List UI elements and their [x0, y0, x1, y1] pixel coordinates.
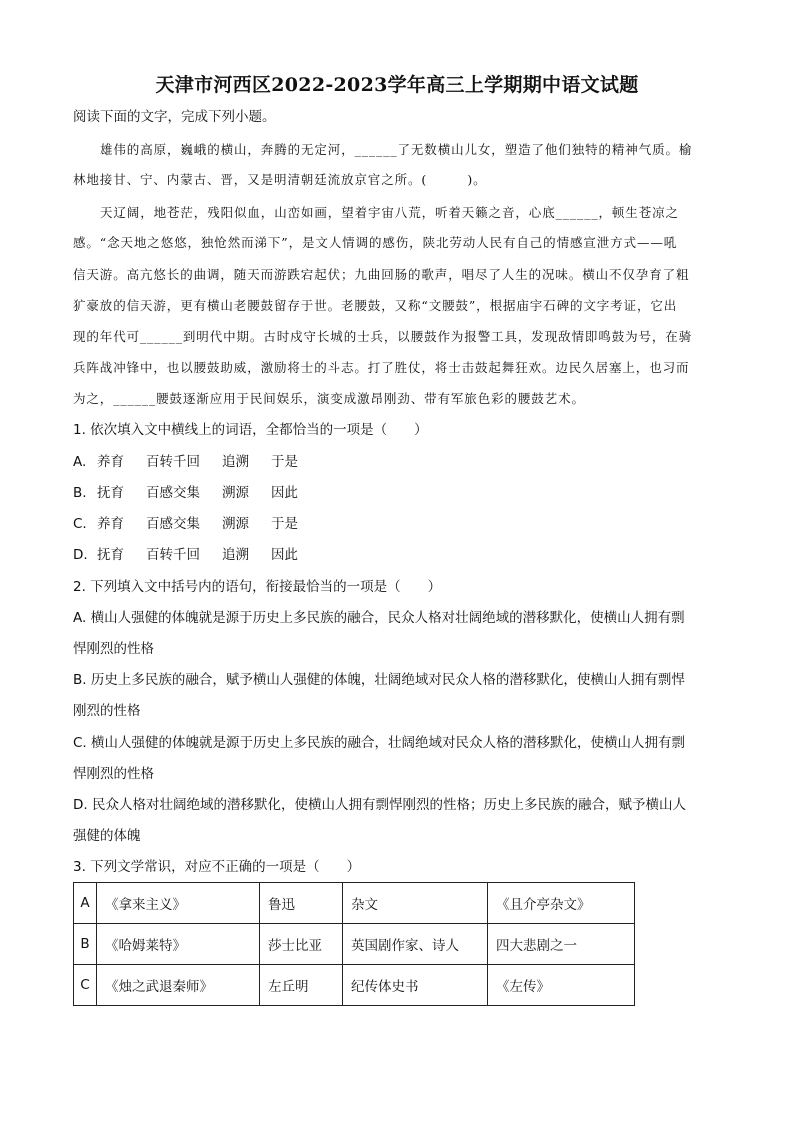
option-word: 溯源 — [222, 516, 249, 532]
option-key: D. — [73, 547, 88, 563]
option-word: 百转千回 — [146, 547, 200, 563]
q2-option-line: D. 民众人格对壮阔绝域的潜移默化，使横山人拥有剽悍刚烈的性格；历史上多民族的融合，赋予横山人 — [73, 797, 686, 813]
passage-line: 犷豪放的信天游，更有横山老腰鼓留存于世。老腰鼓，又称“文腰鼓”，根据庙宇石碑的文字考证，它出 — [73, 298, 678, 313]
q1-option-d — [73, 545, 320, 565]
option-word: 溯源 — [222, 485, 249, 501]
option-key: B. — [73, 485, 87, 501]
option-word: 百转千回 — [146, 454, 200, 470]
table-cell: 杂文 — [343, 883, 488, 924]
q2-option-line: C. 横山人强健的体魄就是源于历史上多民族的融合，壮阔绝域对民众人格的潜移默化，使横山人拥有剽 — [73, 735, 686, 751]
passage-line: 感。“念天地之悠悠，独怆然而涕下”，是文人情调的感伤，陕北劳动人民有自己的情感宣泄方式——吼 — [73, 235, 678, 250]
reading-instruction: 阅读下面的文字，完成下列小题。 — [73, 109, 276, 125]
passage-line: 为之，______腰鼓逐渐应用于民间娱乐，演变成激昂刚劲、带有军旅色彩的腰鼓艺术。 — [73, 391, 585, 406]
exam-title: 天津市河西区2022-2023学年高三上学期期中语文试题 — [155, 74, 639, 96]
passage-line: 林地接甘、宁、内蒙古、晋，又是明清朝廷流放京官之所。( )。 — [73, 172, 487, 187]
q2-option-line: 悍刚烈的性格 — [73, 641, 154, 657]
table-cell: 鲁迅 — [260, 883, 343, 924]
passage-line: 现的年代可______到明代中期。古时戍守长城的士兵，以腰鼓作为报警工具，发现敌情即鸣鼓为号，在骑 — [73, 329, 693, 344]
q2-option-line: 悍刚烈的性格 — [73, 766, 154, 782]
table-row — [74, 965, 635, 1006]
option-word: 百感交集 — [146, 485, 200, 501]
table-cell: 《左传》 — [488, 965, 635, 1006]
table-cell: C — [74, 965, 97, 1006]
table-row — [74, 924, 635, 965]
table-cell: A — [74, 883, 97, 924]
passage-line: 信天游。高亢悠长的曲调，随天而游跌宕起伏；九曲回肠的歌声，唱尽了人生的况味。横山不仅孕育了粗 — [73, 267, 690, 282]
q1-option-c — [73, 514, 320, 534]
option-word: 养育 — [97, 516, 124, 532]
option-word: 追溯 — [222, 454, 249, 470]
option-key: C. — [73, 516, 87, 532]
option-word: 因此 — [271, 485, 298, 501]
table-cell: 左丘明 — [260, 965, 343, 1006]
passage-line: 天辽阔，地苍茫，残阳似血，山峦如画，望着宇宙八荒，听着天籁之音，心底______，顿生苍凉之 — [100, 205, 679, 220]
passage-line: 雄伟的高原，巍峨的横山，奔腾的无定河，______了无数横山儿女，塑造了他们独特的精神气质。榆 — [100, 142, 693, 157]
table-cell: 《拿来主义》 — [97, 883, 260, 924]
table-cell: 四大悲剧之一 — [488, 924, 635, 965]
q2-option-line: A. 横山人强健的体魄就是源于历史上多民族的融合，民众人格对壮阔绝域的潜移默化，使横山人拥有剽 — [73, 610, 685, 626]
literature-table — [73, 882, 635, 1006]
table-cell: 《且介亭杂文》 — [488, 883, 635, 924]
table-cell: 英国剧作家、诗人 — [343, 924, 488, 965]
question-3-stem: 3. 下列文学常识，对应不正确的一项是（ ） — [73, 859, 361, 875]
q2-option-line: B. 历史上多民族的融合，赋予横山人强健的体魄，壮阔绝域对民众人格的潜移默化，使横山人拥有剽悍 — [73, 672, 685, 688]
table-cell: 纪传体史书 — [343, 965, 488, 1006]
table-cell: 《哈姆莱特》 — [97, 924, 260, 965]
option-word: 百感交集 — [146, 516, 200, 532]
option-word: 因此 — [271, 547, 298, 563]
option-word: 追溯 — [222, 547, 249, 563]
option-word: 养育 — [97, 454, 124, 470]
q1-option-a — [73, 452, 320, 472]
option-word: 抚育 — [97, 485, 124, 501]
q2-option-line: 刚烈的性格 — [73, 703, 141, 719]
passage-line: 兵阵战冲锋中，也以腰鼓助威，激励将士的斗志。打了胜仗，将士击鼓起舞狂欢。边民久居塞上，也习而 — [73, 360, 690, 375]
question-2-stem: 2. 下列填入文中括号内的语句，衔接最恰当的一项是（ ） — [73, 579, 442, 595]
table-row — [74, 883, 635, 924]
q2-option-line: 强健的体魄 — [73, 828, 141, 844]
table-cell: 《烛之武退秦师》 — [97, 965, 260, 1006]
q1-option-b — [73, 483, 320, 503]
table-cell: 莎士比亚 — [260, 924, 343, 965]
question-1-stem: 1. 依次填入文中横线上的词语，全都恰当的一项是（ ） — [73, 422, 428, 438]
option-word: 于是 — [271, 516, 298, 532]
option-key: A. — [73, 454, 87, 470]
table-cell: B — [74, 924, 97, 965]
option-word: 抚育 — [97, 547, 124, 563]
option-word: 于是 — [271, 454, 298, 470]
